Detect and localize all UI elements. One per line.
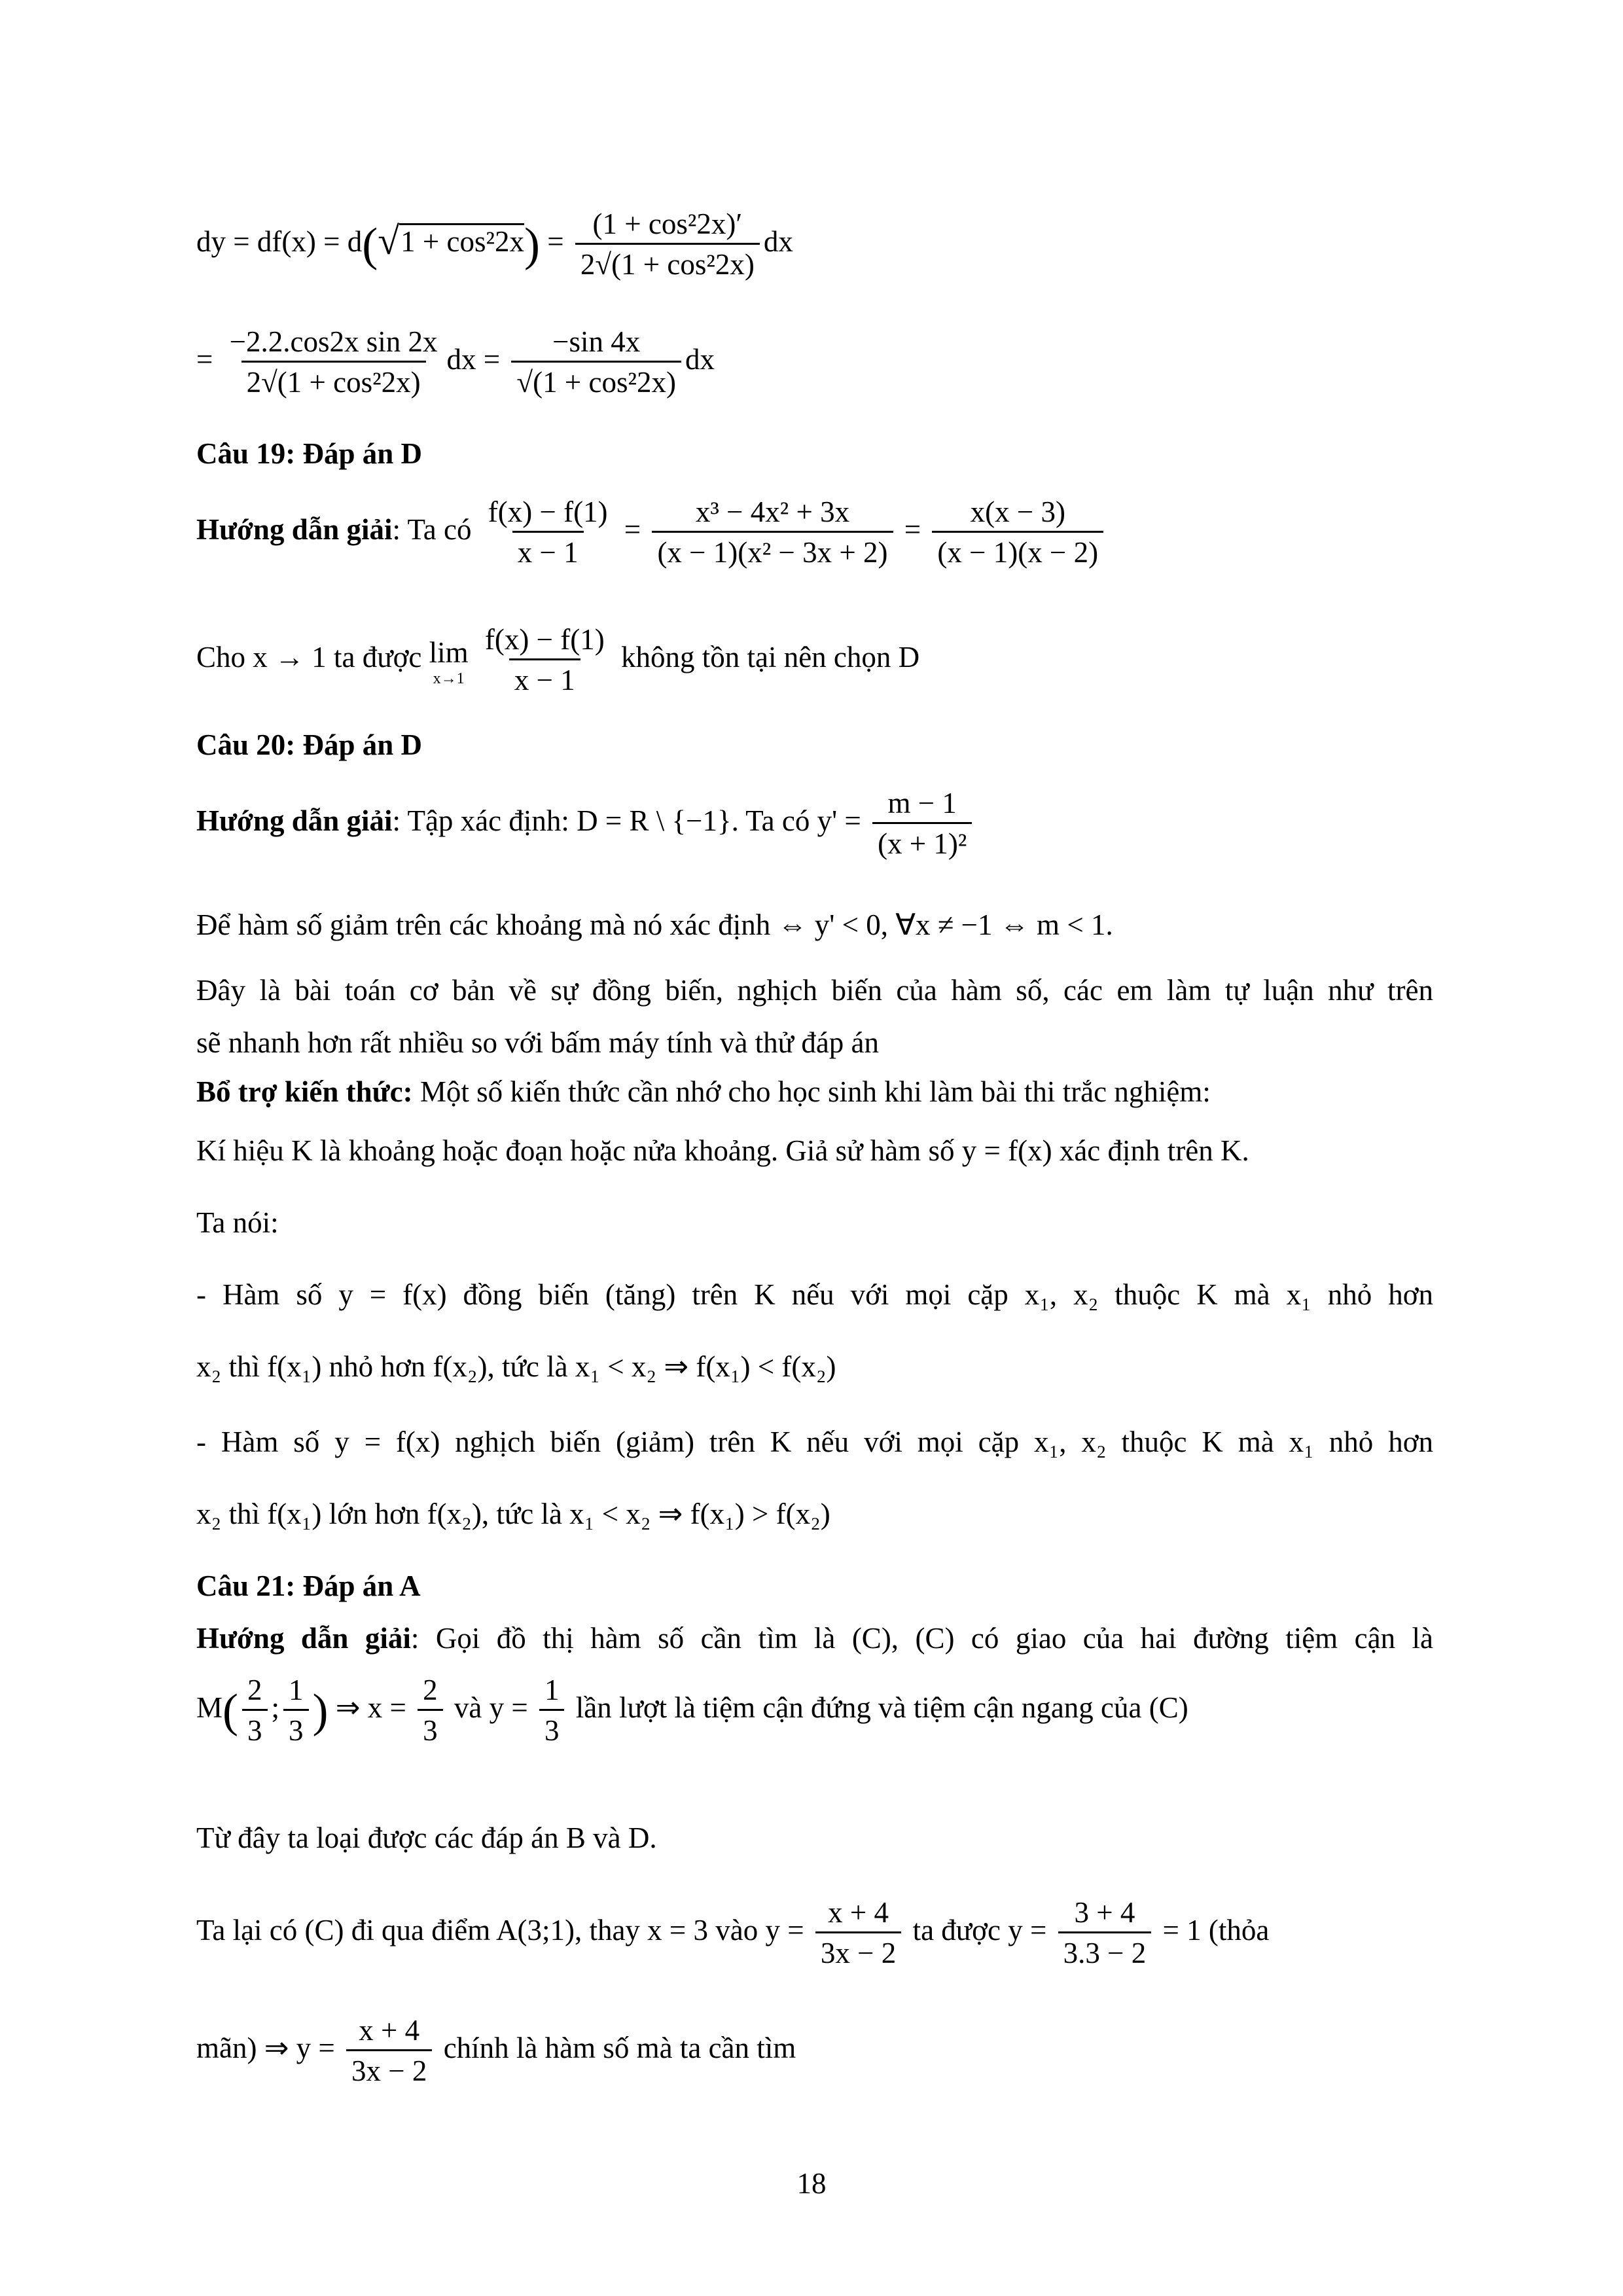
ki-hieu-line: Kí hiệu K là khoảng hoặc đoạn hoặc nửa khoảng. Giả sử hàm số y = f(x) xác định trên K.: [196, 1134, 1249, 1167]
dong-bien-line-1: - Hàm số y = f(x) đồng biến (tăng) trên K nếu với mọi cặp x₁, x₂ thuộc K mà x₁ nhỏ hơn: [196, 1278, 1433, 1311]
page-number: 18: [796, 2167, 827, 2200]
dy-result: = $\frac{\text{−2.2.cos2x sin 2x}}{\text{2√(1 + cos²2x)}}$ dx = $\frac{-\sin 4x}{\text{√(1 + cos²2x)}}$ dx: [196, 325, 715, 399]
frac-derivative: $\frac{\text{(1 + cos²2x)′}}{\text{2√(1 + cos²2x)}}$: [575, 209, 760, 279]
frac-mid: $\frac{\text{−2.2.cos2x sin 2x}}{\text{2√(1 + cos²2x)}}$: [229, 325, 438, 399]
nghich-bien-line-1: - Hàm số y = f(x) nghịch biến (giảm) trên K nếu với mọi cặp x₁, x₂ thuộc K mà x₁ nhỏ hơn: [196, 1426, 1433, 1458]
limit-operator: lim x→1: [429, 636, 469, 687]
cau21-asymptotes: M( $\frac{2}{3}$ ; $\frac{1}{3}$ ) ⇒ x = $\frac{2}{3}$ và y = $\frac{1}{3}$ lần lượt là tiệm cận đứng và tiệm cận ngang của (C): [196, 1674, 1188, 1747]
cau21-check: Ta lại có (C) đi qua điểm A(3;1), thay x = 3 vào y = $\frac{x + 4}{3x - 2}$ ta được y = $\frac{3 + 4}{3.3 - 2}$ = 1 (thỏa: [196, 1896, 1270, 1969]
cau21-conclusion: mãn) ⇒ y = $\frac{x + 4}{3x - 2}$ chính là hàm số mà ta cần tìm: [196, 2014, 796, 2087]
dy-equation: dy = df(x) = d(√1 + cos²2x) = $\frac{\text{(1 + cos²2x)′}}{\text{2√(1 + cos²2x)}}$ dx: [196, 207, 793, 281]
sqrt-body: 1 + cos²2x: [399, 223, 524, 258]
dy-lhs: dy = df(x) = d: [196, 224, 363, 258]
cau20-note-2: sẽ nhanh hơn rất nhiều so với bấm máy tính và thử đáp án: [196, 1026, 880, 1059]
cau19-limit: Cho x → 1 ta được lim x→1 $\frac{f(x) - f(1)}{x - 1}$ không tồn tại nên chọn D: [196, 623, 920, 696]
cau19-title: Câu 19: Đáp án D: [196, 437, 423, 470]
frac-final: $\frac{-\sin 4x}{\text{√(1 + cos²2x)}}$: [511, 327, 681, 397]
cau21-eliminate: Từ đây ta loại được các đáp án B và D.: [196, 1821, 657, 1854]
bo-tro-kien-thuc: Bổ trợ kiến thức: Một số kiến thức cần nhớ cho học sinh khi làm bài thi trắc nghiệm:: [196, 1075, 1211, 1108]
cau21-title: Câu 21: Đáp án A: [196, 1570, 421, 1602]
ta-noi-line: Ta nói:: [196, 1206, 279, 1239]
cau20-condition: Để hàm số giảm trên các khoảng mà nó xác định ⇔ y' < 0, ∀x ≠ −1 ⇔ m < 1.: [196, 908, 1113, 941]
cau19-solution: Hướng dẫn giải: Ta có $\frac{f(x) - f(1)}{x - 1}$ = $\frac{\text{x³ − 4x² + 3x}}{\text{(x − 1)(x² − 3x + 2)}}$ = $\frac{x(x - 3)}{(x - 1)(x - 2)}$: [196, 497, 1107, 567]
dong-bien-line-2: x₂ thì f(x₁) nhỏ hơn f(x₂), tức là x₁ < x₂ ⇒ f(x₁) < f(x₂): [196, 1350, 836, 1383]
cau21-solution-1: Hướng dẫn giải: Gọi đồ thị hàm số cần tìm là (C), (C) có giao của hai đường tiệm cận là: [196, 1622, 1433, 1655]
cau20-solution: Hướng dẫn giải: Tập xác định: D = R \ {−1}. Ta có y' = $\frac{m - 1}{\text{(x + 1)²}}$: [196, 789, 976, 859]
nghich-bien-line-2: x₂ thì f(x₁) lớn hơn f(x₂), tức là x₁ < x₂ ⇒ f(x₁) > f(x₂): [196, 1498, 830, 1530]
cau20-title: Câu 20: Đáp án D: [196, 728, 423, 761]
cau20-note-1: Đây là bài toán cơ bản về sự đồng biến, nghịch biến của hàm số, các em làm tự luận như trên: [196, 974, 1433, 1007]
